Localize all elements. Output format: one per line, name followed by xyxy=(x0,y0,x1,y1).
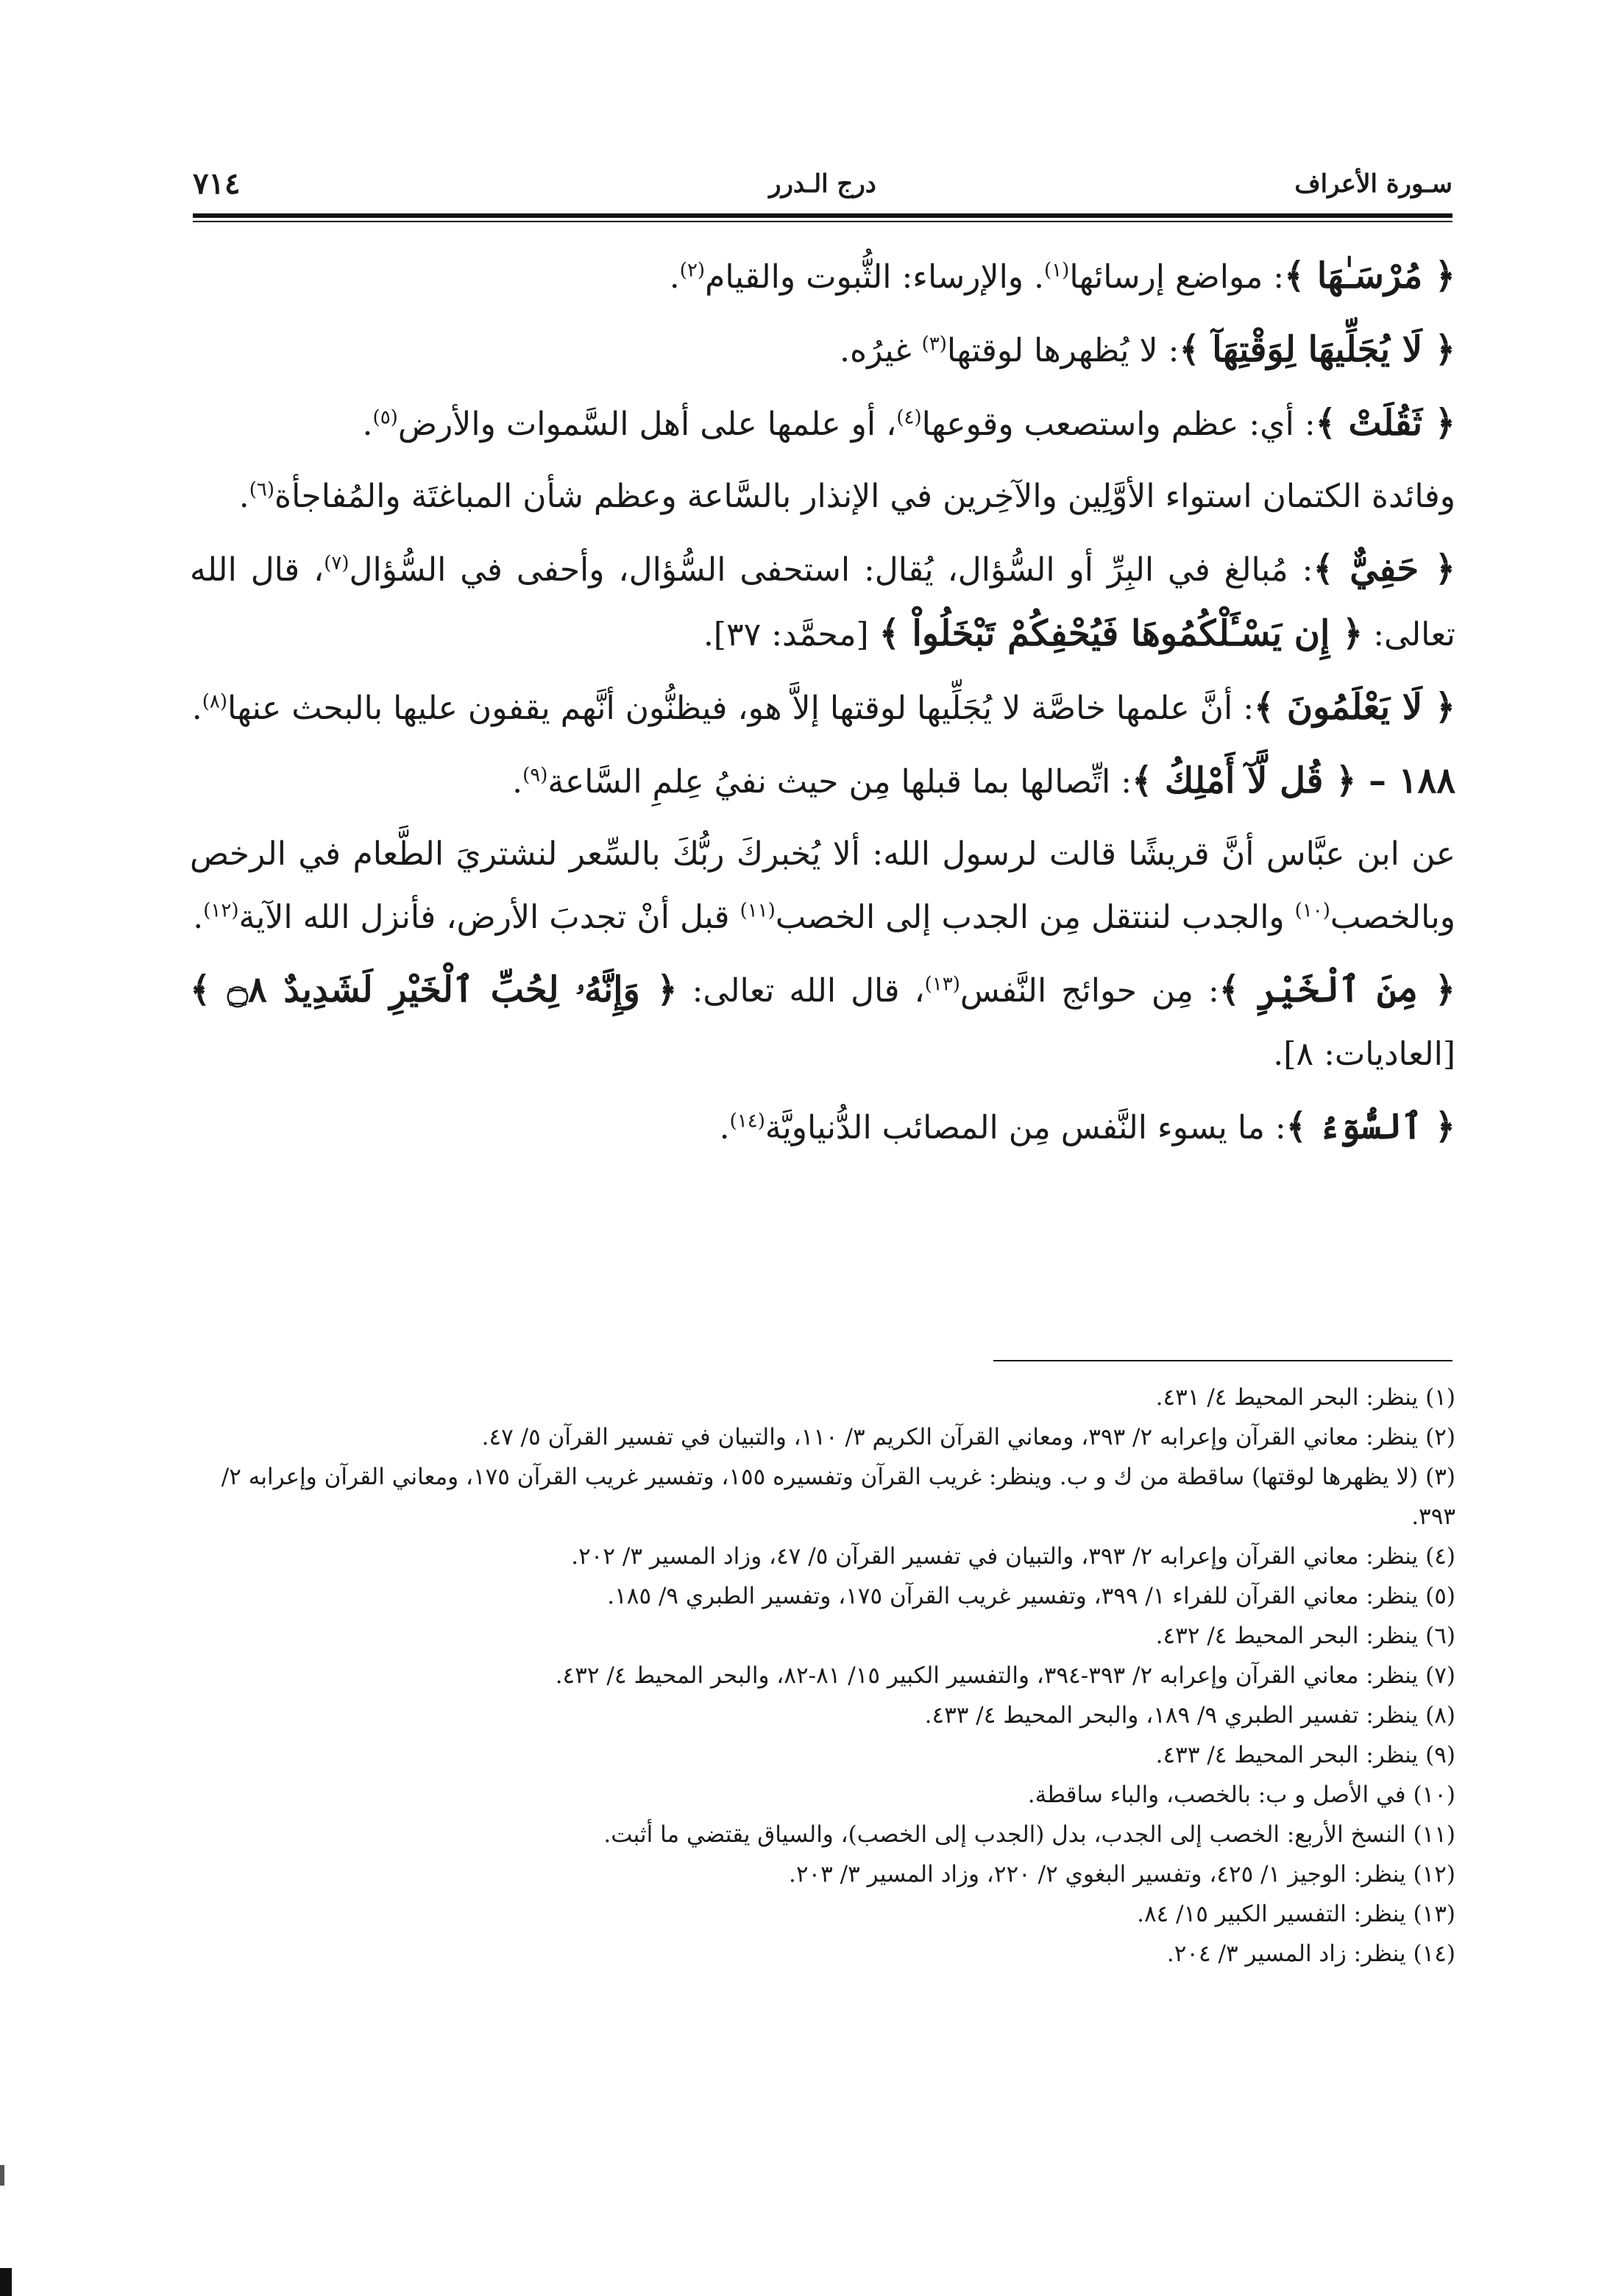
paragraph-khayr: ﴿ مِنَ ٱلْخَيْرِ ﴾: مِن حوائج النَّفس$^{(١٣)}$، قال الله تعالى: ﴿ وَإِنَّهُۥ لِحُبِّ ٱلْخَيْرِ لَشَدِيدٌ ۝٨ ﴾ [العاديات: ٨]. xyxy=(190,969,1455,1073)
footnote-ref: (٩) xyxy=(522,764,548,787)
footnote: (١٢) ينظر: الوجيز ١/ ٤٢٥، وتفسير البغوي ٢/ ٢٢٠، وزاد المسير ٣/ ٢٠٣. xyxy=(789,1861,1455,1888)
quran-term: ﴿ لَا يَعْلَمُونَ ﴾ xyxy=(1254,687,1455,728)
scan-corner-mark xyxy=(0,2268,12,2296)
footnote-ref: (٨) xyxy=(202,690,227,713)
paragraph-thaqulat: ﴿ ثَقُلَتْ ﴾: أي: عظم واستصعب وقوعها$^{(٤)}$، أو علمها على أهل السَّموات والأرض$^{(٥)}$. xyxy=(362,403,1455,444)
footnote: (٧) ينظر: معاني القرآن وإعرابه ٢/ ٣٩٣-٣٩٤، والتفسير الكبير ١٥/ ٨١-٨٢، والبحر المحيط ٤/ ٤٣٢. xyxy=(555,1662,1455,1689)
footnote-ref: (١) xyxy=(1044,259,1070,282)
quran-term: ﴿ لَا يُجَلِّيهَا لِوَقْتِهَآ ﴾ xyxy=(1179,329,1455,370)
paragraph-su: ﴿ ٱلسُّوٓءُ ﴾: ما يسوء النَّفس مِن المصائب الدُّنياويَّة$^{(١٤)}$. xyxy=(719,1106,1455,1147)
scan-edge-mark xyxy=(0,2165,4,2186)
footnote: (٢) ينظر: معاني القرآن وإعرابه ٢/ ٣٩٣، ومعاني القرآن الكريم ٣/ ١١٠، والتبيان في تفسير القرآن ٥/ ٤٧. xyxy=(481,1424,1455,1450)
quran-term: ﴿ ٱلسُّوٓءُ ﴾ xyxy=(1285,1106,1455,1147)
footnotes xyxy=(190,1378,1455,1974)
footnote-ref: (٦) xyxy=(249,478,275,501)
quran-term: ﴿ حَفِيٌّ ﴾ xyxy=(1313,548,1456,589)
footnote-ref: (١٣) xyxy=(924,973,960,996)
quran-verse: ﴿ إِن يَسْـَٔلْكُمُوهَا فَيُحْفِكُمْ تَبْخَلُواْ ﴾ xyxy=(879,613,1363,654)
footnote: (٥) ينظر: معاني القرآن للفراء ١/ ٣٩٩، وتفسير غريب القرآن ١٧٥، وتفسير الطبري ٩/ ١٨٥. xyxy=(607,1583,1455,1609)
footnote: (١٣) ينظر: التفسير الكبير ١٥/ ٨٤. xyxy=(1137,1901,1455,1927)
footnote-ref: (١٢) xyxy=(203,899,239,922)
header-rule xyxy=(193,213,1452,218)
footnote: (٣) (لا يظهرها لوقتها) ساقطة من ك و ب. وينظر: غريب القرآن وتفسيره ١٥٥، وتفسير غريب القرآن ١٧٥، ومعاني القرآن وإعرابه ٢/ ٣٩٣. xyxy=(221,1464,1455,1530)
paragraph-faida: وفائدة الكتمان استواء الأوَّلِين والآخِرين في الإنذار بالسَّاعة وعظم شأن المباغتَة والمُفاجأة$^{(٦)}$. xyxy=(238,478,1455,515)
surah-title: سـورة الأعراف xyxy=(1294,169,1452,199)
footnote: (٦) ينظر: البحر المحيط ٤/ ٤٣٢. xyxy=(1155,1623,1455,1649)
quran-term: ﴿ ثَقُلَتْ ﴾ xyxy=(1315,403,1455,444)
page-number: ٧١٤ xyxy=(193,166,241,201)
book-title: درج الـدرر xyxy=(769,169,876,199)
footnote: (١١) النسخ الأربع: الخصب إلى الجدب، بدل (الجدب إلى الخصب)، والسياق يقتضي ما أثبت. xyxy=(603,1821,1455,1848)
quran-term: ﴿ قُل لَّآ أَمْلِكُ ﴾ xyxy=(1132,760,1357,801)
paragraph-yujalliha: ﴿ لَا يُجَلِّيهَا لِوَقْتِهَآ ﴾: لا يُظهرها لوقتها$^{(٣)}$ غيرُه. xyxy=(840,329,1455,370)
quran-verse: ﴿ وَإِنَّهُۥ لِحُبِّ ٱلْخَيْرِ لَشَدِيدٌ ۝٨ ﴾ xyxy=(190,969,678,1010)
footnote-ref: (٢) xyxy=(679,259,706,282)
footnote: (١٤) ينظر: زاد المسير ٣/ ٢٠٤. xyxy=(1166,1941,1455,1967)
footnote-ref: (١١) xyxy=(739,899,776,922)
paragraph-hafiyy: ﴿ حَفِيٌّ ﴾: مُبالغ في البِرِّ أو السُّؤال، يُقال: استحفى السُّؤال، وأحفى في السُّؤال$^{(٧)}$، قال الله تعالى: ﴿ إِن يَسْـَٔلْكُمُوهَا فَيُحْفِكُمْ تَبْخَلُواْ ﴾ [محمَّد: ٣٧]. xyxy=(190,548,1456,654)
quran-term: ﴿ مُرْسَـٰهَا ﴾ xyxy=(1284,255,1455,297)
verse-number: ١٨٨ – xyxy=(1356,760,1455,801)
footnote: (١) ينظر: البحر المحيط ٤/ ٤٣١. xyxy=(1155,1384,1455,1411)
paragraph-la-yalamun: ﴿ لَا يَعْلَمُونَ ﴾: أنَّ علمها خاصَّة لا يُجَلِّيها لوقتها إلاَّ هو، فيظنُّون أنَّهم يقفون عليها بالبحث عنها$^{(٨)}$. xyxy=(191,687,1455,728)
footnote-ref: (٣) xyxy=(921,333,947,355)
footnote-ref: (١٠) xyxy=(1294,899,1330,922)
paragraph-mursaha: ﴿ مُرْسَـٰهَا ﴾: مواضع إرسائها$^{(١)}$. والإرساء: الثُّبوت والقيام$^{(٢)}$. xyxy=(669,255,1455,297)
footnote: (٩) ينظر: البحر المحيط ٤/ ٤٣٣. xyxy=(1155,1742,1455,1768)
quran-term: ﴿ مِنَ ٱلْخَيْرِ ﴾ xyxy=(1219,969,1455,1010)
running-header xyxy=(193,166,1452,208)
header-rule-thin xyxy=(193,221,1452,222)
footnote: (١٠) في الأصل و ب: بالخصب، والباء ساقطة. xyxy=(1027,1782,1455,1808)
footnote-ref: (٤) xyxy=(896,406,922,429)
footnote: (٤) ينظر: معاني القرآن وإعرابه ٢/ ٣٩٣، والتبيان في تفسير القرآن ٥/ ٤٧، وزاد المسير ٣/ ٢٠٢. xyxy=(571,1543,1455,1570)
main-text xyxy=(190,244,1455,1169)
footnote-ref: (٥) xyxy=(372,406,398,429)
paragraph-verse-188: ١٨٨ – ﴿ قُل لَّآ أَمْلِكُ ﴾: اتِّصالها بما قبلها مِن حيث نفيُ عِلمِ السَّاعة$^{(٩)}$. xyxy=(512,760,1455,801)
footnote: (٨) ينظر: تفسير الطبري ٩/ ١٨٩، والبحر المحيط ٤/ ٤٣٣. xyxy=(924,1702,1455,1729)
footnote-ref: (٧) xyxy=(324,552,350,575)
paragraph-ibn-abbas: عن ابن عبَّاس أنَّ قريشًا قالت لرسول الله: ألا يُخبركَ ربُّكَ بالسِّعر لنشتريَ الطَّعام في الرخص وبالخصب$^{(١٠)}$ والجدب لننتقل مِن الجدب إلى الخصب$^{(١١)}$ قبل أنْ تجدبَ الأرض، فأنزل الله الآية$^{(١٢)}$. xyxy=(190,835,1455,936)
footnote-separator xyxy=(993,1360,1452,1361)
footnote-ref: (١٤) xyxy=(729,1110,765,1133)
